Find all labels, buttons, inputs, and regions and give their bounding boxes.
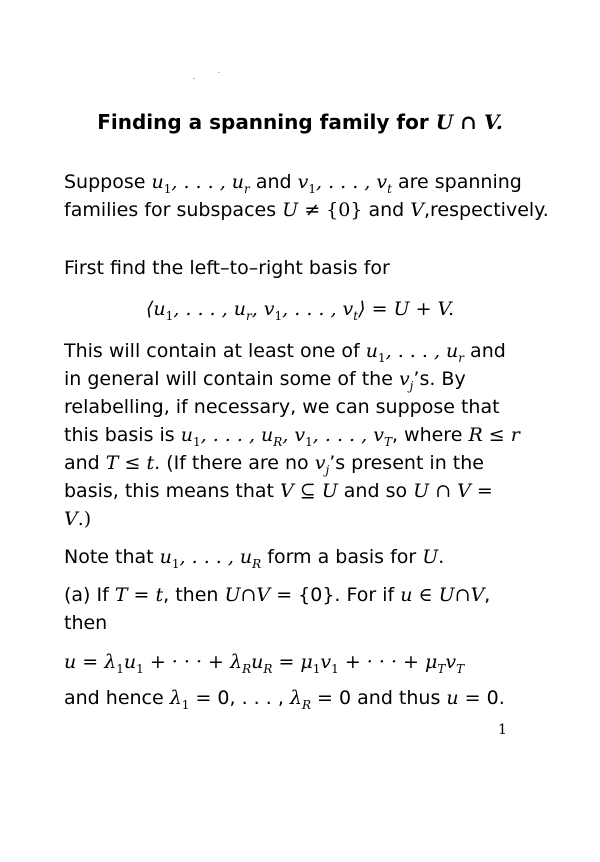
scan-speck [218,72,220,73]
para3-line6: basis, this means that V ⊆ U and so U ∩ V = [64,480,493,502]
para1-line1: Suppose $u_1$, . . . , $u_r$ and $v_1$, . . . , $v_t$ are spanning [64,171,522,196]
page-title: Finding a spanning family for U ∩ V. [97,110,503,134]
para5-line1: (a) If T = t, then U∩V = {0}. For if u ∈ U∩V, [64,584,491,606]
para5-line2: then [64,612,108,634]
para3-line7: V.) [64,508,92,530]
para3-line2: in general will contain some of the $v_j’s$. By [64,368,466,393]
para3-line1: This will contain at least one of $u_1$, . . . , $u_r$ and [64,340,506,365]
para3-line5: and T ≤ t. (If there are no $v_j’s$ present in the [64,452,484,477]
para3-line3: relabelling, if necessary, we can suppose that [64,396,500,418]
scan-speck [193,78,195,79]
para3-line4: this basis is $u_1$, . . . , $u_R$, $v_1$, . . . , $v_T$, where R ≤ r [64,424,520,449]
page-number: 1 [498,722,507,738]
para2-line1: First find the left–to–right basis for [64,257,390,279]
para6-line1: and hence $\lambda_1 = 0$, . . . , $\lambda_R = 0$ and thus u = 0. [64,687,505,712]
display-equation-2: $u = \lambda_1u_1$ + · · · + $\lambda_Ru_R = \mu_1v_1$ + · · · + $\mu_Tv_T$ [64,651,465,676]
para4-line1: Note that $u_1$, . . . , $u_R$ form a basis for U. [64,546,445,571]
display-equation-1: $⟨u_1$, . . . , $u_r$, $v_1$, . . . , $v_t⟩ = U + V$. [146,298,454,323]
para1-line2: families for subspaces U ≠ {0} and V,respectively. [64,199,549,221]
